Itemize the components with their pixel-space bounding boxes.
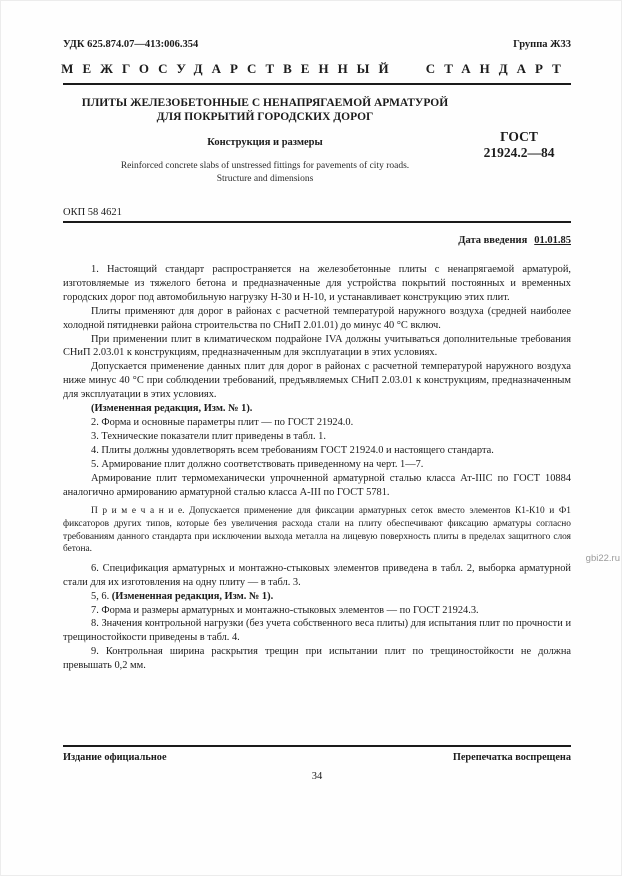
paragraph-1b: При применении плит в климатическом подрайоне IVA должны учитываться дополнительные требования СНиП 2.03.01 к конструкциям, предназначенным для эксплуатации в этих условиях. [63,333,571,359]
paragraph-8: 8. Значения контрольной нагрузки (без учета собственного веса плиты) для испытания плит по прочности и трещиностойкости приведены в табл. 4. [63,618,571,644]
paragraph-3: 3. Технические показатели плит приведены в табл. 1. [91,430,326,442]
header-codes-row [1,1,621,50]
amendment-note-1: (Измененная редакция, Изм. № 1). [91,403,253,415]
title-column [63,96,467,186]
title-block [63,96,571,186]
paragraph-1: 1. Настоящий стандарт распространяется на железобетонные плиты с ненапрягаемой арматурой, изготовляемые из тяжелого бетона и предназначенные для устройства покрытий постоянных и временных городских дорог под автомобильную нагрузку Н-30 и Н-10, и устанавливает конструкцию этих плит. [63,264,571,303]
paragraph-1a: Плиты применяют для дорог в районах с расчетной температурой наружного воздуха (средней наиболее холодной пятидневки района строительства по СНиП 2.01.01) до минус 40 °С включ. [63,305,571,331]
document-title-english-line2: Structure and dimensions [216,174,314,184]
gost-number: 21924.2—84 [483,145,555,160]
paragraph-9: 9. Контрольная ширина раскрытия трещин при испытании плит по трещиностойкости не должна превышать 0,2 мм. [63,646,571,672]
paragraph-2: 2. Форма и основные параметры плит — по ГОСТ 21924.0. [91,416,354,428]
document-title [69,96,461,124]
reprint-forbidden-label: Перепечатка воспрещена [452,752,571,763]
amendment-note-2 [63,590,571,604]
gost-designation [467,96,571,186]
page-number: 34 [311,771,323,782]
watermark: gbi22.ru [585,553,620,564]
paragraph-7: 7. Форма и размеры арматурных и монтажно-стыковых элементов — по ГОСТ 21924.3. [91,604,479,616]
paragraph-6: 6. Спецификация арматурных и монтажно-стыковых элементов приведена в табл. 2, выборка арматурной стали для их изготовления на одну плиту — в табл. 3. [63,562,571,588]
body-text [63,263,571,673]
divider-rule [63,221,571,223]
header-rule [63,83,571,85]
official-edition-label: Издание официальное [63,752,167,763]
paragraph-5a: Армирование плит термомеханически упрочненной арматурной сталью класса Ат-IIIC по ГОСТ 10884 аналогично армированию арматурной сталью класса А-III по ГОСТ 5781. [63,472,571,498]
introduction-date-value: 01.01.85 [534,235,571,246]
gost-label: ГОСТ [500,129,538,144]
group-code: Группа Ж33 [513,39,571,50]
page-footer [63,745,571,782]
introduction-date-label: Дата введения [458,235,528,246]
document-title-english [69,160,461,186]
paragraph-1c: Допускается применение данных плит для дорог в районах с расчетной температурой наружного воздуха ниже минус 40 °С при соблюдении требований, предъявляемых СНиП 2.03.01 к конструкциям, предназначенным для эксплуатации в этих условиях. [63,361,571,401]
udk-code: УДК 625.874.07—413:006.354 [63,39,199,50]
okp-code: ОКП 58 4621 [63,207,122,218]
document-title-line1: ПЛИТЫ ЖЕЛЕЗОБЕТОННЫЕ С НЕНАПРЯГАЕМОЙ АРМАТУРОЙ [81,97,449,109]
page-content [63,83,571,673]
amendment-note-2-bold: (Измененная редакция, Изм. № 1). [111,590,274,602]
amendment-note-2-prefix: 5, 6. [91,590,112,602]
note-paragraph: П р и м е ч а н и е. Допускается применение для фиксации арматурных сеток вместо элементов К1-К10 и Ф1 фиксаторов других типов, которые без увеличения расхода стали на плиту обеспечивают фиксацию арматуры согласно требованиям данного стандарта при исключении выхода металла на лицевую поверхность плиты в пределах защитного слоя бетона. [63,506,571,555]
standard-kind-heading: МЕЖГОСУДАРСТВЕННЫЙ СТАНДАРТ [61,61,570,76]
footer-row [63,752,571,763]
document-title-english-line1: Reinforced concrete slabs of unstressed fittings for pavements of city roads. [120,161,410,171]
footer-rule [63,745,571,747]
document-subtitle: Конструкция и размеры [207,137,323,148]
document-title-line2: ДЛЯ ПОКРЫТИЙ ГОРОДСКИХ ДОРОГ [156,111,374,123]
paragraph-4: 4. Плиты должны удовлетворять всем требованиям ГОСТ 21924.0 и настоящего стандарта. [91,444,494,456]
introduction-date [63,235,571,246]
paragraph-5: 5. Армирование плит должно соответствовать приведенному на черт. 1—7. [91,458,424,470]
